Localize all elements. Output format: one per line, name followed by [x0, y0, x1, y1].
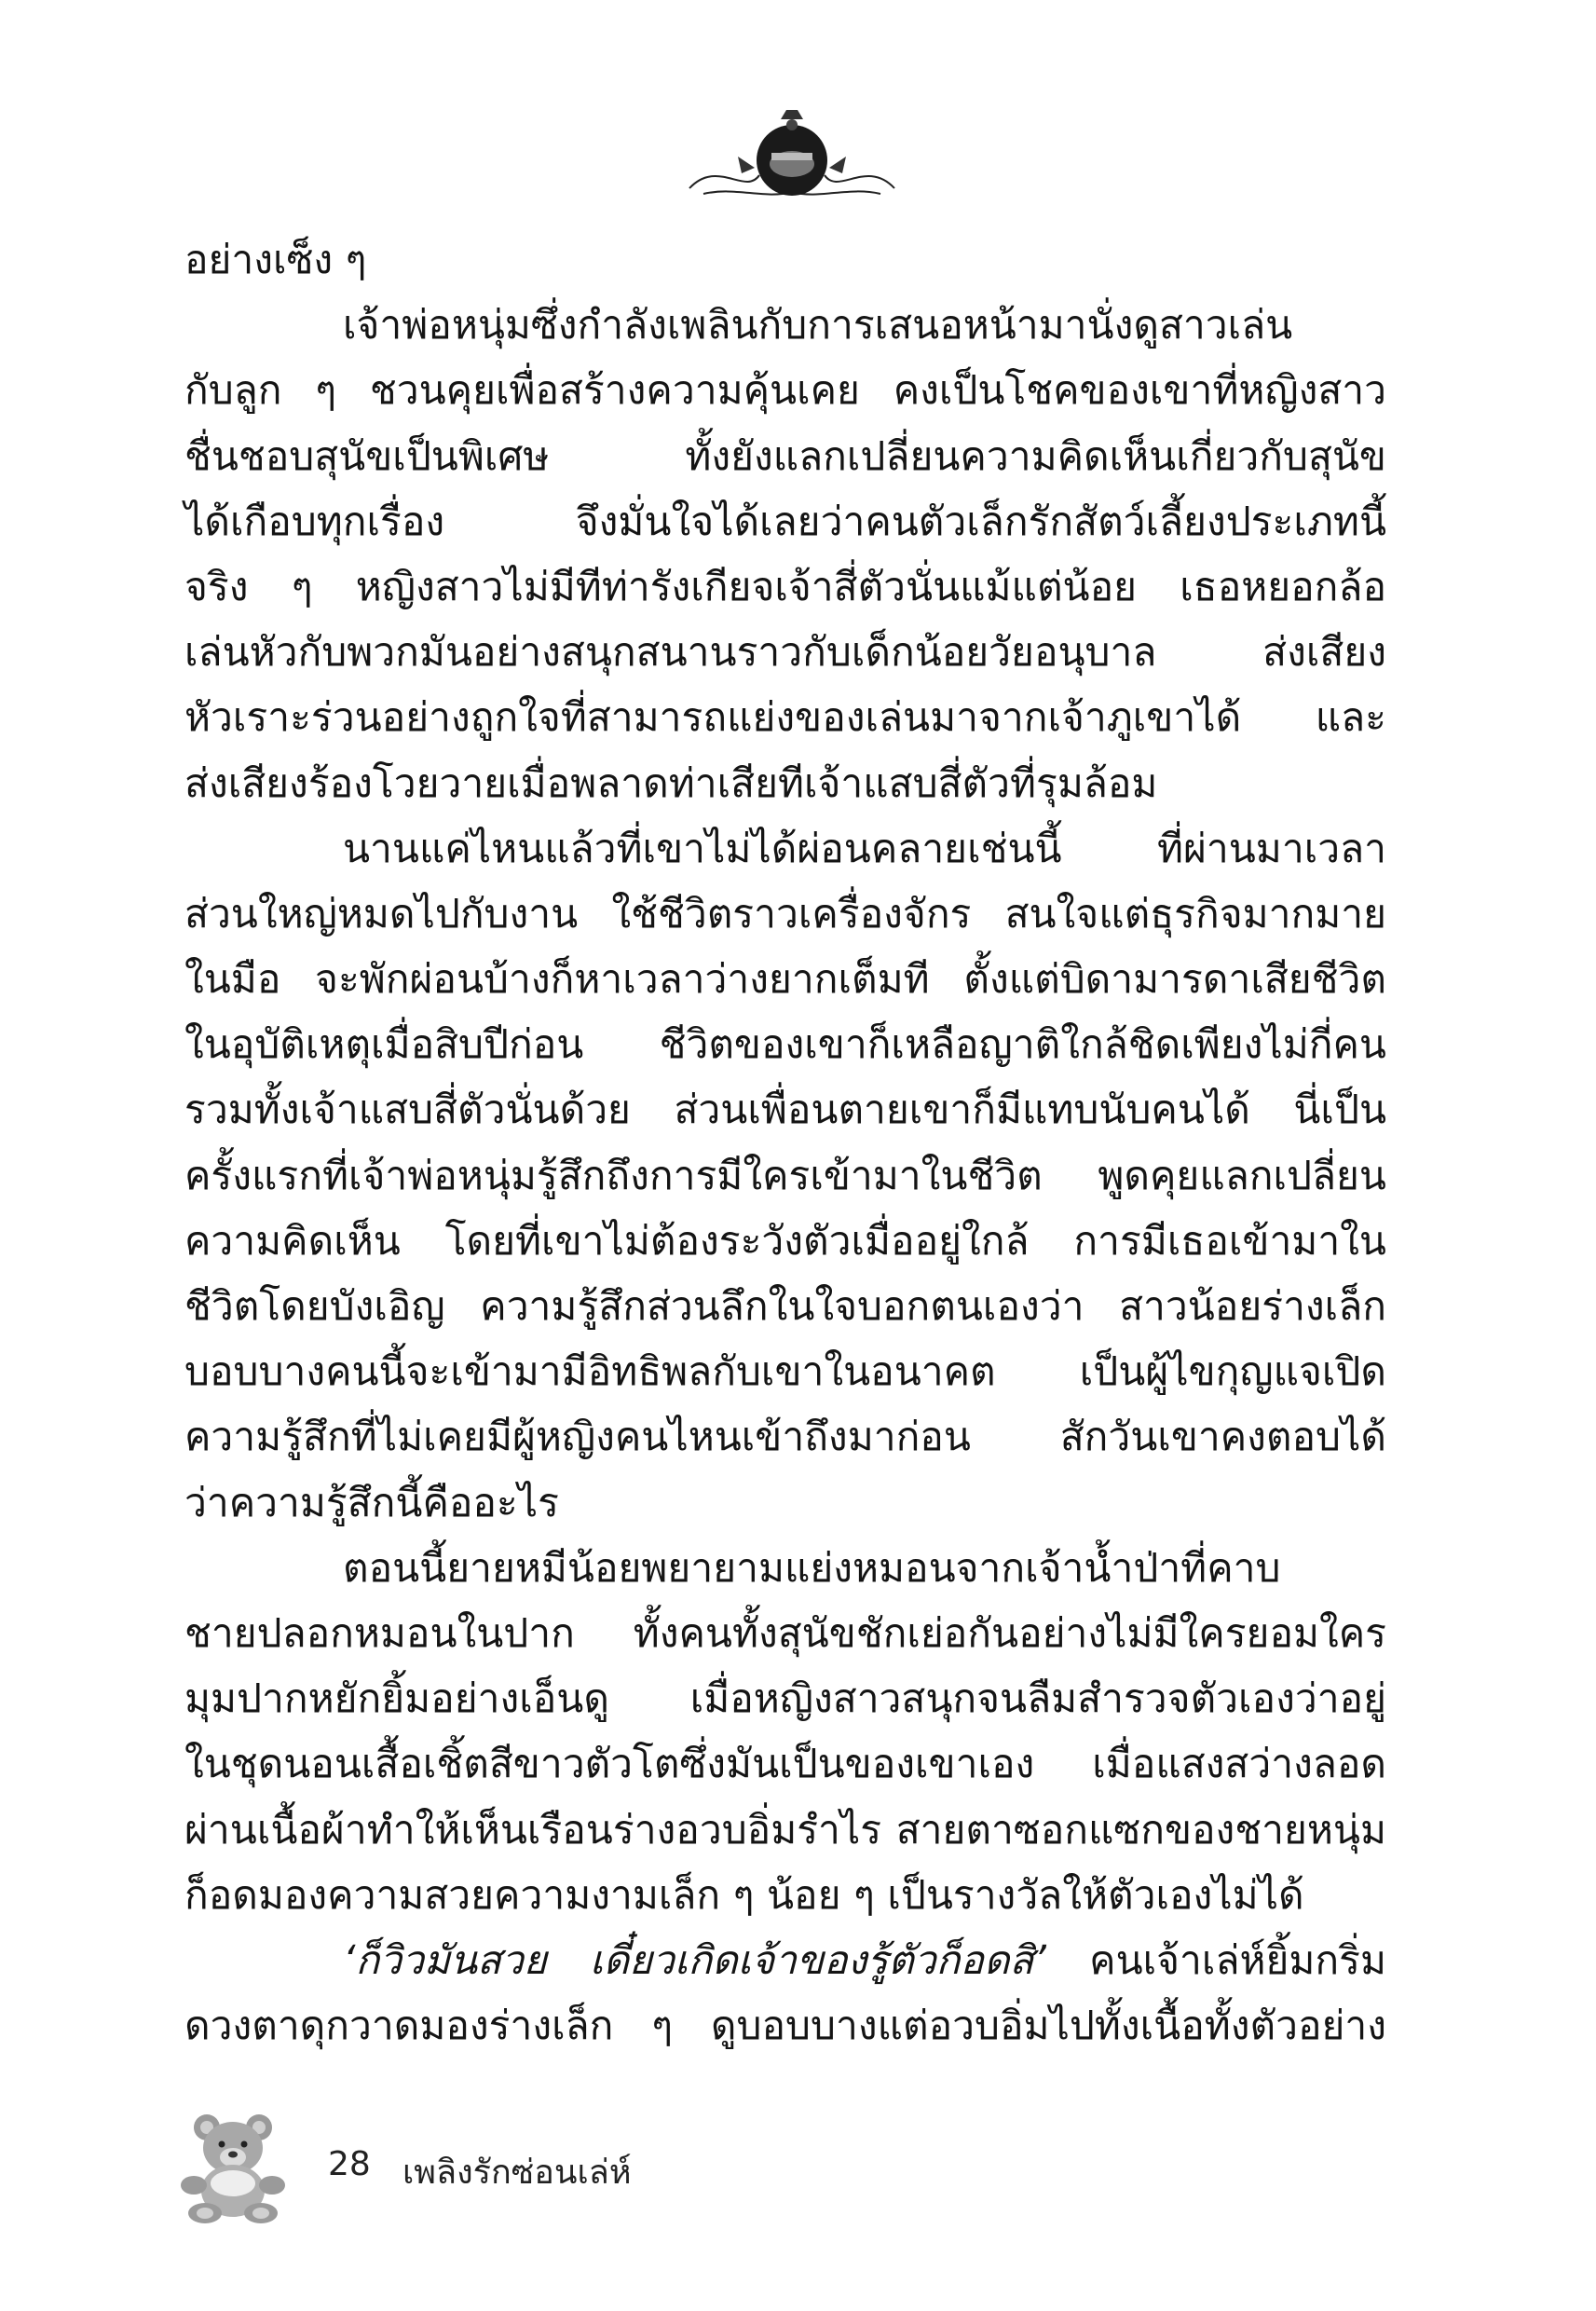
text-line: ความรู้สึกที่ไม่เคยมีผู้หญิงคนไหนเข้าถึงมาก่อน สักวันเขาคงตอบได้: [184, 1415, 1386, 1461]
page-number: 28: [328, 2145, 371, 2183]
emblem-icon: [671, 103, 913, 205]
text-line: ความคิดเห็น โดยที่เขาไม่ต้องระวังตัวเมื่ออยู่ใกล้ การมีเธอเข้ามาใน: [184, 1218, 1386, 1265]
text-line: ผ่านเนื้อผ้าทำให้เห็นเรือนร่างอวบอิ่มรำไร สายตาซอกแซกของชายหนุ่ม: [184, 1807, 1386, 1853]
text-line: ชีวิตโดยบังเอิญ ความรู้สึกส่วนลึกในใจบอกตนเองว่า สาวน้อยร่างเล็ก: [184, 1284, 1386, 1330]
thought-continuation: คนเจ้าเล่ห์ยิ้มกริ่ม: [1045, 1937, 1386, 1984]
text-line: ส่วนใหญ่หมดไปกับงาน ใช้ชีวิตราวเครื่องจักร สนใจแต่ธุรกิจมากมาย: [184, 891, 1386, 937]
text-line: จริง ๆ หญิงสาวไม่มีทีท่ารังเกียจเจ้าสี่ตัวนั่นแม้แต่น้อย เธอหยอกล้อ: [184, 564, 1386, 610]
text-line: ตอนนี้ยายหมีน้อยพยายามแย่งหมอนจากเจ้าน้ำป่าที่คาบ: [343, 1545, 1281, 1592]
text-line: ในชุดนอนเสื้อเชิ้ตสีขาวตัวโตซึ่งมันเป็นของเขาเอง เมื่อแสงสว่างลอด: [184, 1742, 1386, 1788]
text-line: เล่นหัวกับพวกมันอย่างสนุกสนานราวกับเด็กน้อยวัยอนุบาล ส่งเสียง: [184, 630, 1386, 677]
text-line: กับลูก ๆ ชวนคุยเพื่อสร้างความคุ้นเคย คงเป็นโชคของเขาที่หญิงสาว: [184, 368, 1386, 415]
text-line: ได้เกือบทุกเรื่อง จึงมั่นใจได้เลยว่าคนตัวเล็กรักสัตว์เลี้ยงประเภทนี้: [184, 499, 1386, 545]
text-line: ในอุบัติเหตุเมื่อสิบปีก่อน ชีวิตของเขาก็เหลือญาติใกล้ชิดเพียงไม่กี่คน: [184, 1022, 1386, 1069]
text-line: ว่าความรู้สึกนี้คืออะไร: [184, 1480, 559, 1526]
text-line: ในมือ จะพักผ่อนบ้างก็หาเวลาว่างยากเต็มที ตั้งแต่บิดามารดาเสียชีวิต: [184, 957, 1386, 1004]
book-title: เพลิงรักซ่อนเล่ห์: [402, 2154, 632, 2192]
text-line: ส่งเสียงร้องโวยวายเมื่อพลาดท่าเสียทีเจ้าแสบสี่ตัวที่รุมล้อม: [184, 760, 1158, 807]
text-line: ดวงตาดุกวาดมองร่างเล็ก ๆ ดูบอบบางแต่อวบอิ่มไปทั้งเนื้อทั้งตัวอย่าง: [184, 2003, 1386, 2050]
text-line: รวมทั้งเจ้าแสบสี่ตัวนั่นด้วย ส่วนเพื่อนตายเขาก็มีแทบนับคนได้ นี่เป็น: [184, 1087, 1386, 1134]
text-line: ชายปลอกหมอนในปาก ทั้งคนทั้งสุนัขชักเย่อกันอย่างไม่มีใครยอมใคร: [184, 1610, 1386, 1657]
text-line: ครั้งแรกที่เจ้าพ่อหนุ่มรู้สึกถึงการมีใครเข้ามาในชีวิต พูดคุยแลกเปลี่ยน: [184, 1153, 1386, 1199]
text-line: มุมปากหยักยิ้มอย่างเอ็นดู เมื่อหญิงสาวสนุกจนลืมสำรวจตัวเองว่าอยู่: [184, 1676, 1386, 1723]
text-line: อย่างเซ็ง ๆ: [184, 238, 367, 283]
text-line: นานแค่ไหนแล้วที่เขาไม่ได้ผ่อนคลายเช่นนี้ ที่ผ่านมาเวลา: [343, 826, 1386, 872]
text-line: เจ้าพ่อหนุ่มซึ่งกำลังเพลินกับการเสนอหน้ามานั่งดูสาวเล่น: [343, 303, 1293, 349]
text-line: ชื่นชอบสุนัขเป็นพิเศษ ทั้งยังแลกเปลี่ยนความคิดเห็นเกี่ยวกับสุนัข: [184, 433, 1386, 480]
text-line: [184, 1929, 1386, 1994]
teddy-bear-icon: [175, 2111, 291, 2224]
text-line: หัวเราะร่วนอย่างถูกใจที่สามารถแย่งของเล่นมาจากเจ้าภูเขาได้ และ: [184, 695, 1386, 742]
text-line: บอบบางคนนี้จะเข้ามามีอิทธิพลกับเขาในอนาคต เป็นผู้ไขกุญแจเปิด: [184, 1349, 1386, 1396]
text-line: ก็อดมองความสวยความงามเล็ก ๆ น้อย ๆ เป็นรางวัลให้ตัวเองไม่ได้: [184, 1872, 1304, 1919]
italic-thought: ‘ก็วิวมันสวย เดี๋ยวเกิดเจ้าของรู้ตัวก็อดสิ’: [343, 1937, 1046, 1984]
body-text: [184, 228, 1386, 2059]
